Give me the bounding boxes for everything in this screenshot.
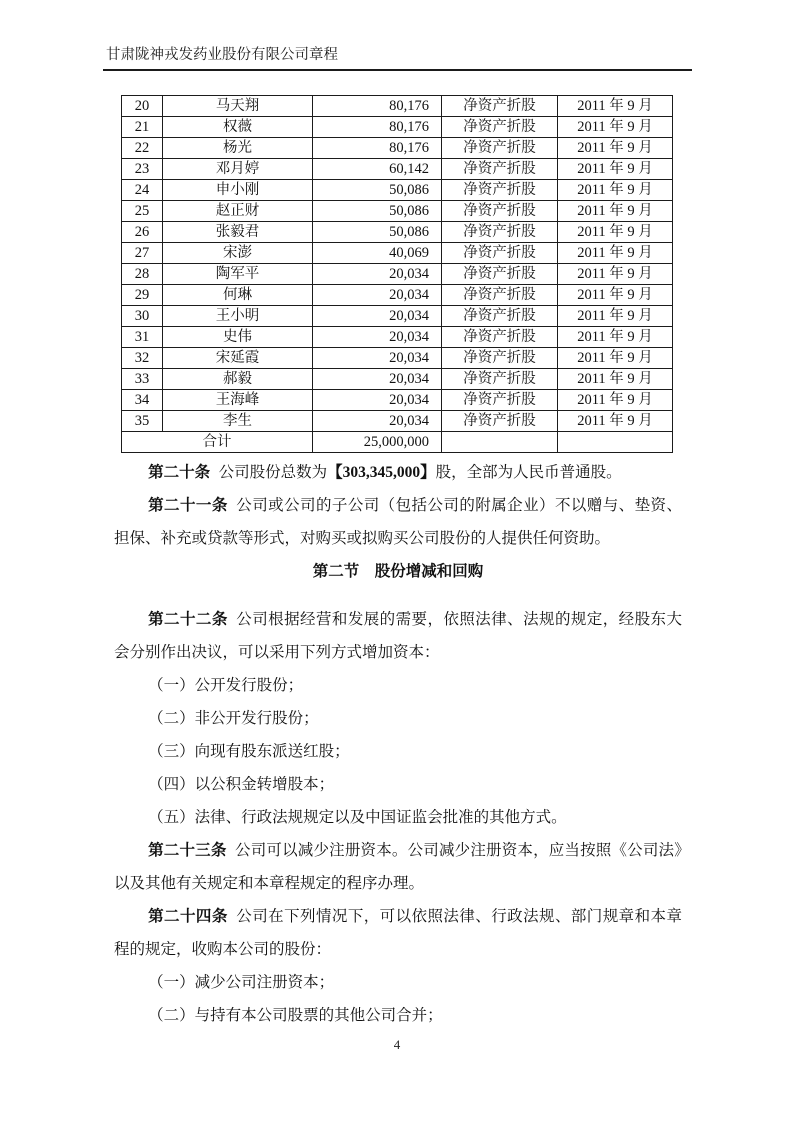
table-row [122, 96, 673, 117]
table-row [122, 306, 673, 327]
table-row [122, 243, 673, 264]
cell-date: 2011 年 9 月 [558, 327, 673, 348]
cell-name: 邓月婷 [163, 159, 313, 180]
cell-date: 2011 年 9 月 [558, 222, 673, 243]
cell-method: 净资产折股 [442, 180, 558, 201]
cell-name: 王小明 [163, 306, 313, 327]
cell-method: 净资产折股 [442, 117, 558, 138]
cell-name: 杨光 [163, 138, 313, 159]
cell-date: 2011 年 9 月 [558, 96, 673, 117]
cell-no: 30 [122, 306, 163, 327]
cell-shares: 50,086 [313, 201, 442, 222]
article-22-item-2: （二）非公开发行股份； [148, 710, 319, 727]
section-heading [114, 555, 682, 588]
cell-name: 史伟 [163, 327, 313, 348]
cell-name: 宋澎 [163, 243, 313, 264]
cell-shares: 20,034 [313, 390, 442, 411]
cell-shares: 20,034 [313, 264, 442, 285]
cell-name: 申小刚 [163, 180, 313, 201]
cell-no: 33 [122, 369, 163, 390]
table-row [122, 369, 673, 390]
cell-no: 24 [122, 180, 163, 201]
cell-date: 2011 年 9 月 [558, 201, 673, 222]
cell-no: 23 [122, 159, 163, 180]
cell-no: 26 [122, 222, 163, 243]
article-20-term: 第二十条 [148, 464, 211, 481]
total-empty-date-cell [558, 432, 673, 453]
table-row [122, 222, 673, 243]
cell-name: 陶军平 [163, 264, 313, 285]
total-value-cell: 25,000,000 [313, 432, 442, 453]
article-22-item-4: （四）以公积金转增股本； [148, 776, 335, 793]
cell-date: 2011 年 9 月 [558, 348, 673, 369]
cell-method: 净资产折股 [442, 201, 558, 222]
cell-date: 2011 年 9 月 [558, 180, 673, 201]
cell-name: 宋延霞 [163, 348, 313, 369]
cell-method: 净资产折股 [442, 327, 558, 348]
cell-no: 21 [122, 117, 163, 138]
article-24-item-2: （二）与持有本公司股票的其他公司合并； [148, 1007, 443, 1024]
total-label-cell: 合计 [122, 432, 313, 453]
article-21 [114, 489, 682, 555]
document-body [114, 456, 682, 1032]
cell-shares: 50,086 [313, 180, 442, 201]
article-24-item-1: （一）减少公司注册资本； [148, 974, 335, 991]
cell-no: 22 [122, 138, 163, 159]
cell-shares: 80,176 [313, 138, 442, 159]
article-24-term: 第二十四条 [148, 908, 228, 925]
cell-shares: 20,034 [313, 327, 442, 348]
cell-method: 净资产折股 [442, 264, 558, 285]
article-22-term: 第二十二条 [148, 611, 228, 628]
cell-date: 2011 年 9 月 [558, 138, 673, 159]
cell-shares: 20,034 [313, 285, 442, 306]
cell-name: 李生 [163, 411, 313, 432]
cell-name: 张毅君 [163, 222, 313, 243]
cell-shares: 50,086 [313, 222, 442, 243]
cell-no: 32 [122, 348, 163, 369]
cell-date: 2011 年 9 月 [558, 306, 673, 327]
cell-name: 权薇 [163, 117, 313, 138]
cell-no: 28 [122, 264, 163, 285]
cell-method: 净资产折股 [442, 411, 558, 432]
cell-name: 马天翔 [163, 96, 313, 117]
total-row [122, 432, 673, 453]
table-row [122, 201, 673, 222]
cell-no: 20 [122, 96, 163, 117]
cell-date: 2011 年 9 月 [558, 369, 673, 390]
table-row [122, 117, 673, 138]
cell-no: 31 [122, 327, 163, 348]
article-23 [114, 834, 682, 900]
article-22-item-1: （一）公开发行股份； [148, 677, 304, 694]
section-label: 第二节 [312, 563, 360, 580]
cell-name: 何琳 [163, 285, 313, 306]
article-21-term: 第二十一条 [148, 497, 228, 514]
article-20-text-before: 公司股份总数为 [218, 464, 328, 481]
cell-method: 净资产折股 [442, 222, 558, 243]
article-22 [114, 603, 682, 669]
cell-shares: 20,034 [313, 348, 442, 369]
cell-date: 2011 年 9 月 [558, 390, 673, 411]
cell-date: 2011 年 9 月 [558, 411, 673, 432]
article-22-item-5: （五）法律、行政法规规定以及中国证监会批准的其他方式。 [148, 809, 567, 826]
cell-shares: 20,034 [313, 411, 442, 432]
table-row [122, 180, 673, 201]
cell-no: 29 [122, 285, 163, 306]
article-21-text: 公司或公司的子公司（包括公司的附属企业）不以赠与、垫资、担保、补充或贷款等形式，对购买或拟购买公司股份的人提供任何资助。 [114, 497, 682, 547]
cell-method: 净资产折股 [442, 348, 558, 369]
cell-date: 2011 年 9 月 [558, 117, 673, 138]
table-row [122, 327, 673, 348]
article-23-text: 公司可以减少注册资本。公司减少注册资本，应当按照《公司法》以及其他有关规定和本章程规定的程序办理。 [114, 842, 682, 892]
article-24-text: 公司在下列情况下，可以依照法律、行政法规、部门规章和本章程的规定，收购本公司的股份： [114, 908, 682, 958]
page-number: 4 [393, 1037, 401, 1052]
cell-no: 25 [122, 201, 163, 222]
cell-name: 郝毅 [163, 369, 313, 390]
cell-name: 赵正财 [163, 201, 313, 222]
article-23-term: 第二十三条 [148, 842, 227, 859]
cell-method: 净资产折股 [442, 390, 558, 411]
cell-no: 27 [122, 243, 163, 264]
running-header [103, 46, 692, 71]
cell-method: 净资产折股 [442, 243, 558, 264]
cell-date: 2011 年 9 月 [558, 243, 673, 264]
article-20 [114, 456, 682, 489]
table-row [122, 159, 673, 180]
table-row [122, 264, 673, 285]
cell-no: 34 [122, 390, 163, 411]
article-22-item-3: （三）向现有股东派送红股； [148, 743, 350, 760]
total-empty-method-cell [442, 432, 558, 453]
shareholder-table-total [122, 432, 673, 453]
cell-method: 净资产折股 [442, 285, 558, 306]
cell-shares: 60,142 [313, 159, 442, 180]
table-row [122, 285, 673, 306]
table-row [122, 138, 673, 159]
shareholder-table [121, 95, 673, 453]
article-20-share-total: 【303,345,000】 [327, 464, 436, 481]
section-title: 股份增减和回购 [374, 563, 484, 580]
cell-method: 净资产折股 [442, 96, 558, 117]
cell-shares: 80,176 [313, 96, 442, 117]
shareholder-table-body [122, 96, 673, 432]
cell-date: 2011 年 9 月 [558, 264, 673, 285]
cell-name: 王海峰 [163, 390, 313, 411]
table-row [122, 411, 673, 432]
cell-date: 2011 年 9 月 [558, 285, 673, 306]
cell-date: 2011 年 9 月 [558, 159, 673, 180]
cell-method: 净资产折股 [442, 369, 558, 390]
cell-method: 净资产折股 [442, 138, 558, 159]
cell-shares: 20,034 [313, 369, 442, 390]
article-20-text-after: 股，全部为人民币普通股。 [435, 464, 622, 481]
document-title: 甘肃陇神戎发药业股份有限公司章程 [106, 47, 338, 63]
article-24 [114, 900, 682, 966]
article-22-text: 公司根据经营和发展的需要，依照法律、法规的规定，经股东大会分别作出决议，可以采用下列方式增加资本： [114, 611, 682, 661]
cell-shares: 80,176 [313, 117, 442, 138]
table-row [122, 390, 673, 411]
table-row [122, 348, 673, 369]
cell-shares: 20,034 [313, 306, 442, 327]
cell-no: 35 [122, 411, 163, 432]
cell-method: 净资产折股 [442, 306, 558, 327]
cell-shares: 40,069 [313, 243, 442, 264]
cell-method: 净资产折股 [442, 159, 558, 180]
